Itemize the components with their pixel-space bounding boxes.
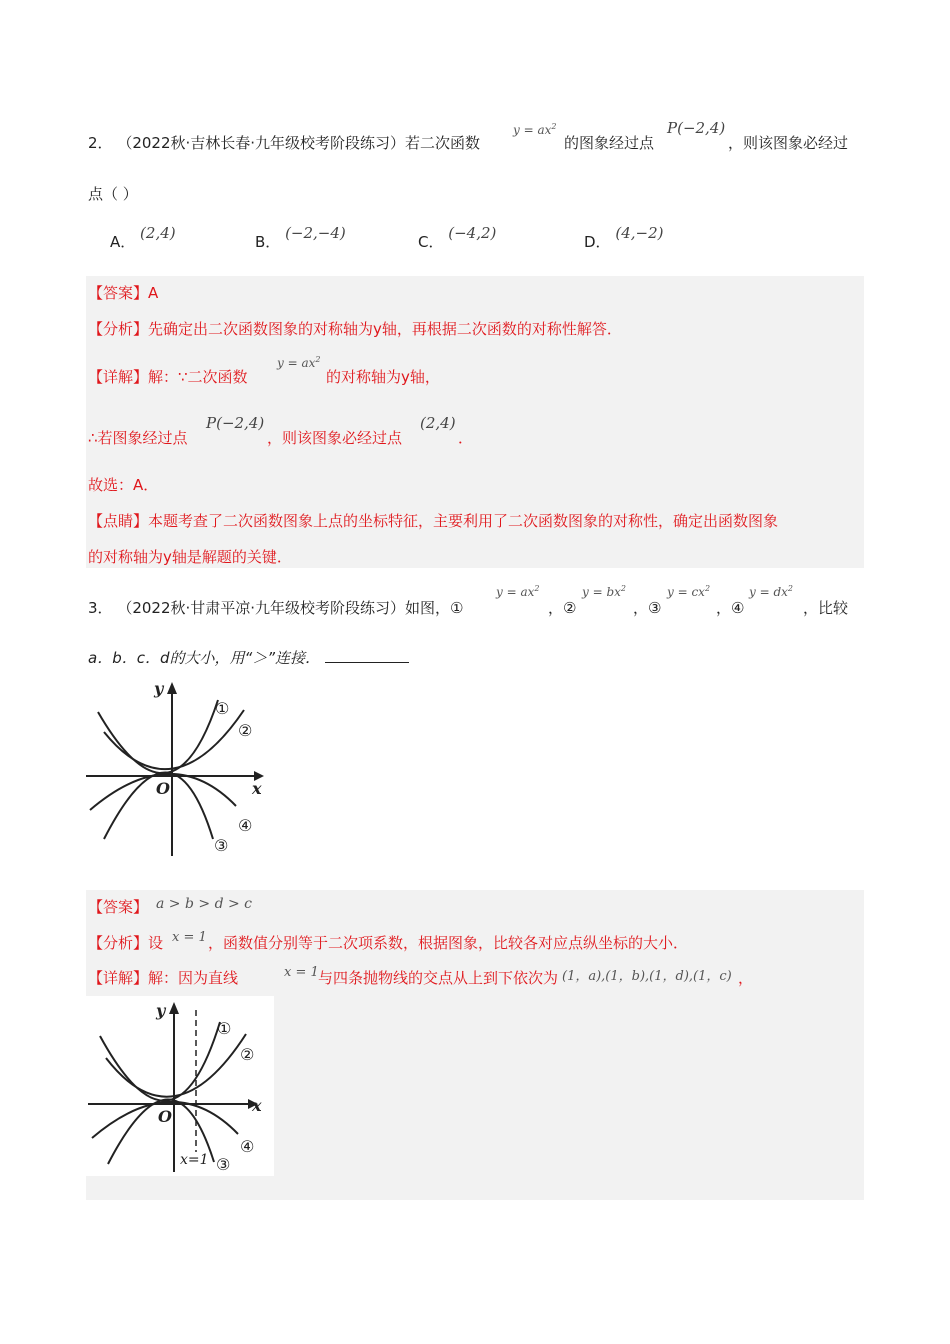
- q2-option-c[interactable]: [418, 222, 497, 251]
- q2-option-d-label: D．: [584, 233, 611, 251]
- q2-option-b[interactable]: [255, 222, 346, 251]
- q2-detail2-text-c: ．: [458, 429, 474, 447]
- q2-number: 2．: [88, 134, 113, 152]
- q2-answer-line: [88, 282, 158, 303]
- q2-stem-b: 的图象经过点: [564, 134, 655, 152]
- q2-source: （2022秋·吉林长春·九年级校考阶段练习）: [117, 134, 406, 152]
- q2-detail-text-b: 的对称轴为y轴，: [326, 368, 440, 386]
- q3-analysis-text-b: ，函数值分别等于二次项系数，根据图象，比较各对应点纵坐标的大小．: [208, 934, 689, 952]
- q3-analysis-line: [88, 932, 163, 953]
- curve-3-label: ③: [214, 836, 229, 855]
- q3-sep-1: ，②: [548, 599, 577, 617]
- graph-origin-label: O: [156, 779, 170, 798]
- q2-func: $y = ax^2$: [513, 122, 557, 137]
- q2-option-b-label: B．: [255, 233, 281, 251]
- q3-number: 3．: [88, 599, 113, 617]
- q3-analysis-text-a: 设: [148, 934, 164, 952]
- q2-comment-text-a: 本题考查了二次函数图象上点的坐标特征，主要利用了二次函数图象的对称性，确定出函数图象: [148, 512, 779, 530]
- q2-comment-tag: 【点睛】: [88, 512, 149, 530]
- q2-point: P(−2,4): [667, 119, 726, 137]
- curve-4-label: ④: [238, 816, 253, 835]
- q2-analysis-line: [88, 318, 622, 339]
- q2-detail-text-a: 解：∵二次函数: [148, 368, 248, 386]
- q3-func-3: $y = cx^2$: [667, 584, 711, 599]
- q2-detail-func: $y = ax^2$: [277, 355, 321, 370]
- q2-detail2-point2: (2,4): [420, 414, 456, 432]
- q3-detail-points: (1，a),(1，b),(1，d),(1，c): [562, 969, 732, 984]
- q2-choose: 故选：A．: [88, 476, 159, 494]
- q3-detail-text-c: ，: [738, 969, 754, 987]
- q3-stem-c: a．b．c．d的大小，用“＞”连接．: [88, 649, 321, 667]
- curve-1: [100, 1022, 220, 1101]
- q3-analysis-eq: x = 1: [172, 930, 207, 945]
- q2-detail-line: [88, 366, 248, 387]
- q3-stem-line1: [88, 597, 464, 618]
- graph2-line-label: x=1: [180, 1152, 209, 1168]
- q2-option-a-value: (2,4): [140, 224, 176, 242]
- q2-detail2-text-b: ，则该图象必经过点: [267, 429, 403, 447]
- curve-2-label: ②: [238, 721, 253, 740]
- q2-answer-tag: 【答案】: [88, 284, 149, 302]
- q3-detail-text-a: 解：因为直线: [148, 969, 239, 987]
- q2-analysis-text: 先确定出二次函数图象的对称轴为y轴，再根据二次函数的对称性解答．: [148, 320, 622, 338]
- y-axis-arrow: [167, 682, 177, 694]
- q3-detail-text-b: 与四条抛物线的交点从上到下依次为: [318, 969, 559, 987]
- q2-detail2-text-a: ∴若图象经过点: [88, 429, 188, 447]
- q2-stem-d: 点（ ）: [88, 185, 138, 203]
- graph-x-label: x: [252, 779, 262, 798]
- curve-2: [106, 1034, 246, 1097]
- q2-option-a[interactable]: [110, 222, 176, 251]
- q3-stem-a: 如图，①: [405, 599, 464, 617]
- graph2-curve-3-label: ③: [216, 1155, 231, 1174]
- q3-detail-line: [88, 967, 238, 988]
- q2-analysis-tag: 【分析】: [88, 320, 149, 338]
- q3-analysis-tag: 【分析】: [88, 934, 149, 952]
- q2-comment-line1: [88, 510, 778, 531]
- q2-detail2-point: P(−2,4): [206, 414, 265, 432]
- q3-stem-line2: [88, 647, 409, 668]
- q3-answer-value: a > b > d > c: [156, 896, 253, 912]
- q2-option-a-label: A．: [110, 233, 136, 251]
- q2-comment-text-b: 的对称轴为y轴是解题的关键．: [88, 548, 292, 566]
- curve-1: [98, 700, 218, 773]
- q3-source: （2022秋·甘肃平凉·九年级校考阶段练习）: [117, 599, 406, 617]
- graph2-curve-1-label: ①: [217, 1019, 232, 1038]
- q3-answer-line: [88, 896, 148, 917]
- graph2-x-label: x: [252, 1096, 262, 1115]
- q2-option-c-label: C．: [418, 233, 444, 251]
- curve-1-label: ①: [215, 699, 230, 718]
- q3-sep-2: ，③: [633, 599, 662, 617]
- q2-option-d[interactable]: [584, 222, 664, 251]
- q2-option-d-value: (4,−2): [615, 224, 664, 242]
- q3-func-1: $y = ax^2$: [496, 584, 540, 599]
- q3-func-2: $y = bx^2$: [582, 584, 627, 599]
- q2-option-b-value: (−2,−4): [285, 224, 346, 242]
- q2-stem-line1: [88, 132, 480, 153]
- curve-2: [104, 710, 244, 769]
- q2-detail-tag: 【详解】: [88, 368, 149, 386]
- q3-detail-eq: x = 1: [284, 965, 319, 980]
- q3-func-4: $y = dx^2$: [749, 584, 794, 599]
- q3-answer-tag: 【答案】: [88, 898, 149, 916]
- graph2-curve-4-label: ④: [240, 1137, 255, 1156]
- graph2-origin-label: O: [158, 1107, 172, 1126]
- q3-graph2: [86, 996, 274, 1176]
- graph2-y-label: y: [156, 1001, 166, 1020]
- q3-answer-blank[interactable]: [325, 648, 409, 663]
- q3-graph: [84, 676, 274, 858]
- q2-stem-c: ，则该图象必经过: [728, 134, 849, 152]
- graph-y-label: y: [154, 679, 164, 698]
- graph2-curve-2-label: ②: [240, 1045, 255, 1064]
- y-axis-arrow: [169, 1002, 179, 1014]
- q3-stem-b: ，比较: [803, 599, 849, 617]
- q3-detail-tag: 【详解】: [88, 969, 149, 987]
- q2-answer-value: A: [148, 284, 159, 302]
- q2-option-c-value: (−4,2): [448, 224, 497, 242]
- q3-sep-3: ，④: [716, 599, 745, 617]
- q2-stem-a: 若二次函数: [405, 134, 481, 152]
